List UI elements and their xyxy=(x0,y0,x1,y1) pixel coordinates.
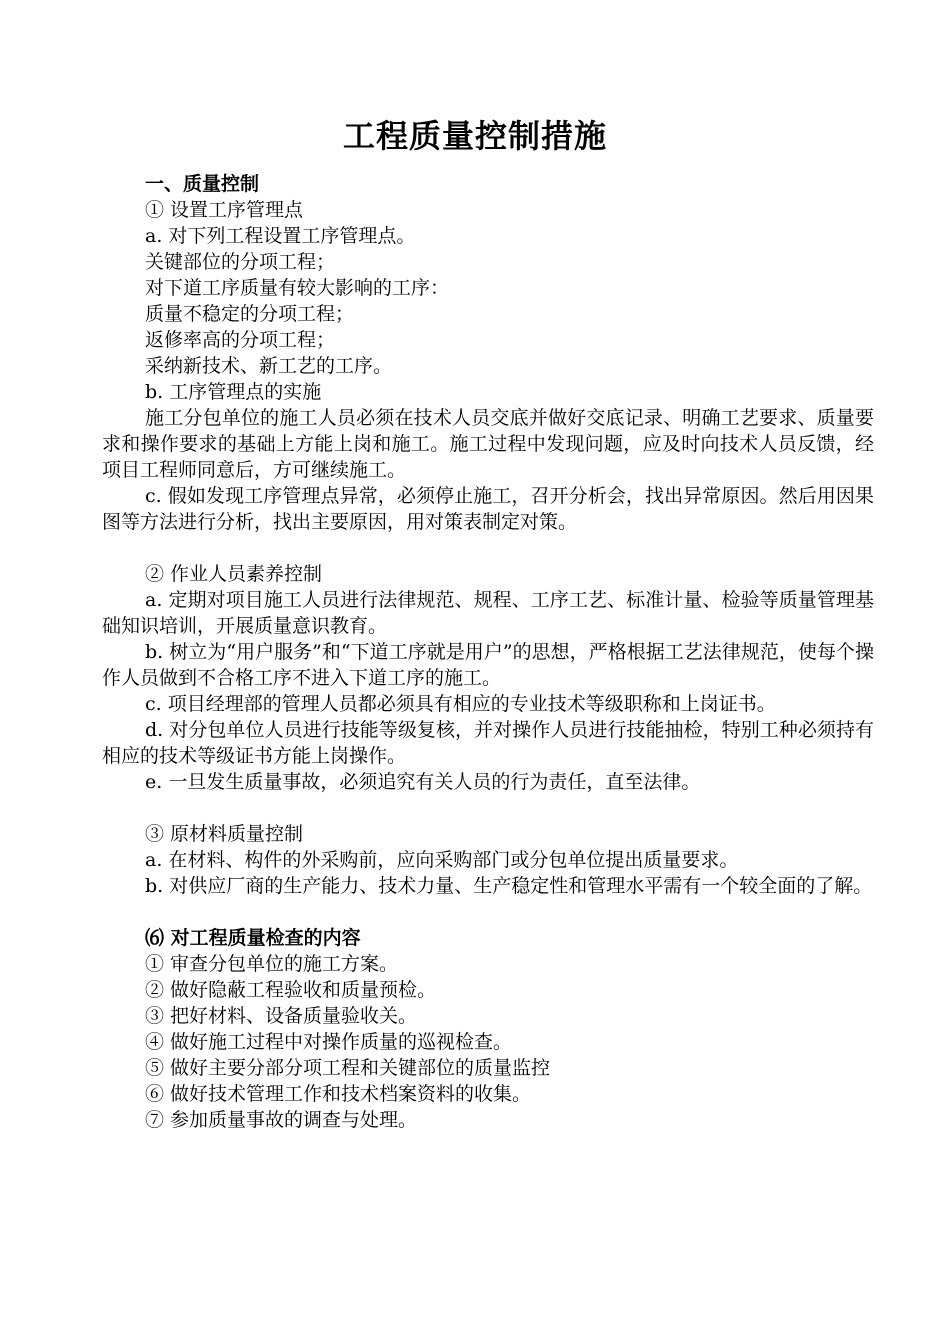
paragraph: d. 对分包单位人员进行技能等级复核，并对操作人员进行技能抽检，特别工种必须持有相应的技术等级证书方能上岗操作。 xyxy=(102,719,874,767)
list-item: ⑤ 做好主要分部分项工程和关键部位的质量监控 xyxy=(145,1057,551,1079)
paragraph: e. 一旦发生质量事故，必须追究有关人员的行为责任，直至法律。 xyxy=(145,771,701,793)
section-heading: 一、质量控制 xyxy=(145,173,260,195)
document-body xyxy=(102,171,874,1133)
list-item: ② 做好隐蔽工程验收和质量预检。 xyxy=(145,979,437,1001)
section-heading: ⑹ 对工程质量检查的内容 xyxy=(145,927,361,949)
paragraph: 施工分包单位的施工人员必须在技术人员交底并做好交底记录、明确工艺要求、质量要求和操作要求的基础上方能上岗和施工。施工过程中发现问题，应及时向技术人员反馈，经项目工程师同意后，方可继续施工。 xyxy=(102,407,874,481)
paragraph: a. 在材料、构件的外采购前，应向采购部门或分包单位提出质量要求。 xyxy=(145,849,739,871)
list-item: ⑦ 参加质量事故的调查与处理。 xyxy=(145,1109,418,1131)
paragraph: a. 定期对项目施工人员进行法律规范、规程、工序工艺、标准计量、检验等质量管理基础知识培训，开展质量意识教育。 xyxy=(102,589,874,637)
paragraph: c. 假如发现工序管理点异常，必须停止施工，召开分析会，找出异常原因。然后用因果图等方法进行分析，找出主要原因，用对策表制定对策。 xyxy=(102,485,874,533)
paragraph: a. 对下列工程设置工序管理点。 xyxy=(145,225,416,247)
paragraph: b. 对供应厂商的生产能力、技术力量、生产稳定性和管理水平需有一个较全面的了解。 xyxy=(145,875,873,897)
list-item: ③ 把好材料、设备质量验收关。 xyxy=(145,1005,418,1027)
list-item: 对下道工序质量有较大影响的工序： xyxy=(145,277,450,299)
list-item: ⑥ 做好技术管理工作和技术档案资料的收集。 xyxy=(145,1083,532,1105)
list-item: 关键部位的分项工程； xyxy=(145,251,336,273)
subsection-heading: ③ 原材料质量控制 xyxy=(145,823,304,845)
blank-line xyxy=(102,899,874,925)
list-item: 返修率高的分项工程； xyxy=(145,329,336,351)
subsection-heading: ① 设置工序管理点 xyxy=(145,199,304,221)
blank-line xyxy=(102,795,874,821)
paragraph: b. 工序管理点的实施 xyxy=(145,381,322,403)
blank-line xyxy=(102,535,874,561)
list-item: ④ 做好施工过程中对操作质量的巡视检查。 xyxy=(145,1031,513,1053)
paragraph: c. 项目经理部的管理人员都必须具有相应的专业技术等级职称和上岗证书。 xyxy=(145,693,776,715)
document-title: 工程质量控制措施 xyxy=(342,117,607,155)
list-item: ① 审查分包单位的施工方案。 xyxy=(145,953,399,975)
list-item: 质量不稳定的分项工程； xyxy=(145,303,355,325)
paragraph: b. 树立为“用户服务”和“下道工序就是用户”的思想，严格根据工艺法律规范，使每个操作人员做到不合格工序不进入下道工序的施工。 xyxy=(102,641,874,689)
list-item: 采纳新技术、新工艺的工序。 xyxy=(145,355,393,377)
subsection-heading: ② 作业人员素养控制 xyxy=(145,563,323,585)
